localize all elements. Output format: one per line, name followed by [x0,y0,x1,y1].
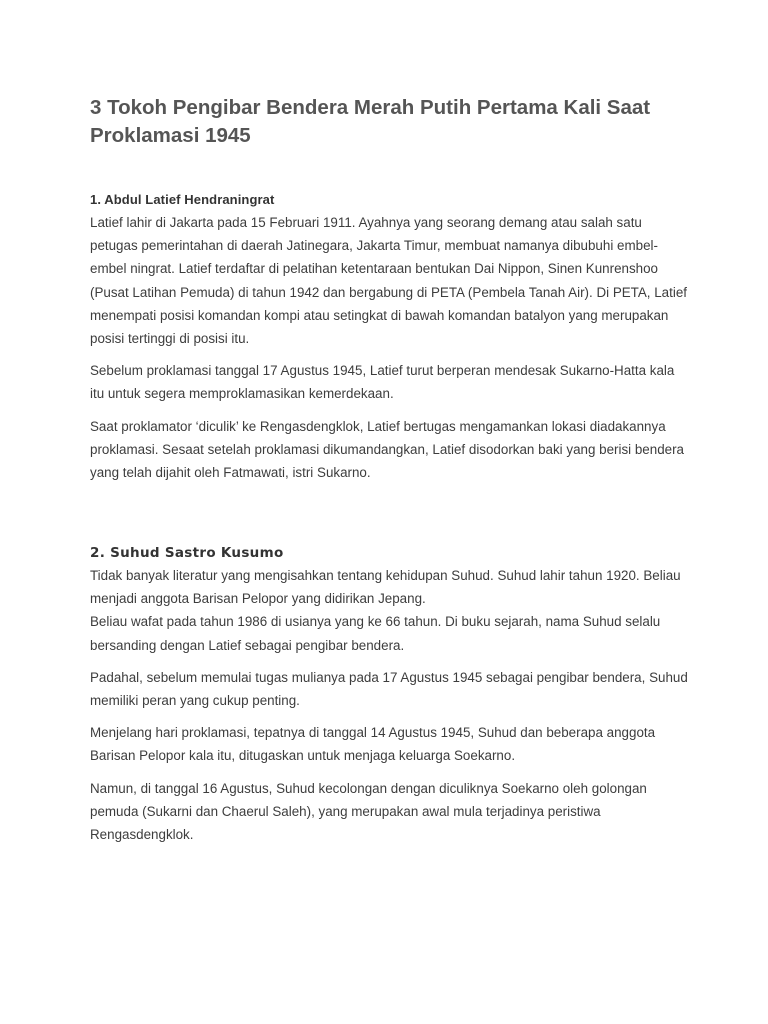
paragraph: Tidak banyak literatur yang mengisahkan tentang kehidupan Suhud. Suhud lahir tahun 1920. Beliau menjadi anggota Barisan Pelopor yang didirikan Jepang. Beliau wafat pada tahun 1986 di usianya yang ke 66 tahun. Di buku sejarah, nama Suhud selalu bersanding dengan Latief sebagai pengibar bendera. [90,568,681,653]
paragraph: Padahal, sebelum memulai tugas mulianya pada 17 Agustus 1945 sebagai pengibar bendera, Suhud memiliki peran yang cukup penting. [90,669,688,709]
section-heading: 1. Abdul Latief Hendraningrat [90,192,275,207]
paragraph: Latief lahir di Jakarta pada 15 Februari 1911. Ayahnya yang seorang demang atau salah satu petugas pemerintahan di daerah Jatinegara, Jakarta Timur, membuat namanya dibubuhi embel-embel ningrat. Latief terdaftar di pelatihan ketentaraan bentukan Dai Nippon, Sinen Kunrenshoo (Pusat Latihan Pemuda) di tahun 1942 dan bergabung di PETA (Pembela Tanah Air). Di PETA, Latief menempati posisi komandan kompi atau setingkat di bawah komandan batalyon yang merupakan posisi tertinggi di posisi itu. [90,215,687,347]
document-title: 3 Tokoh Pengibar Bendera Merah Putih Pertama Kali Saat Proklamasi 1945 [90,96,651,147]
paragraph: Sebelum proklamasi tanggal 17 Agustus 1945, Latief turut berperan mendesak Sukarno-Hatta kala itu untuk segera memproklamasikan kemerdekaan. [90,363,675,402]
paragraph: Namun, di tanggal 16 Agustus, Suhud kecolongan dengan diculiknya Soekarno oleh golongan pemuda (Sukarni dan Chaerul Saleh), yang merupakan awal mula terjadinya peristiwa Rengasdengklok. [90,780,647,843]
paragraph: Menjelang hari proklamasi, tepatnya di tanggal 14 Agustus 1945, Suhud dan beberapa anggota Barisan Pelopor kala itu, ditugaskan untuk menjaga keluarga Soekarno. [90,725,656,764]
section-heading: 2. Suhud Sastro Kusumo [90,545,284,561]
section-abdul-latief [90,190,690,493]
paragraph: Saat proklamator ‘diculik’ ke Rengasdengklok, Latief bertugas mengamankan lokasi diadakannya proklamasi. Sesaat setelah proklamasi dikumandangkan, Latief disodorkan baki yang berisi bendera yang telah dijahit oleh Fatmawati, istri Sukarno. [90,418,685,481]
section-suhud [90,543,690,855]
